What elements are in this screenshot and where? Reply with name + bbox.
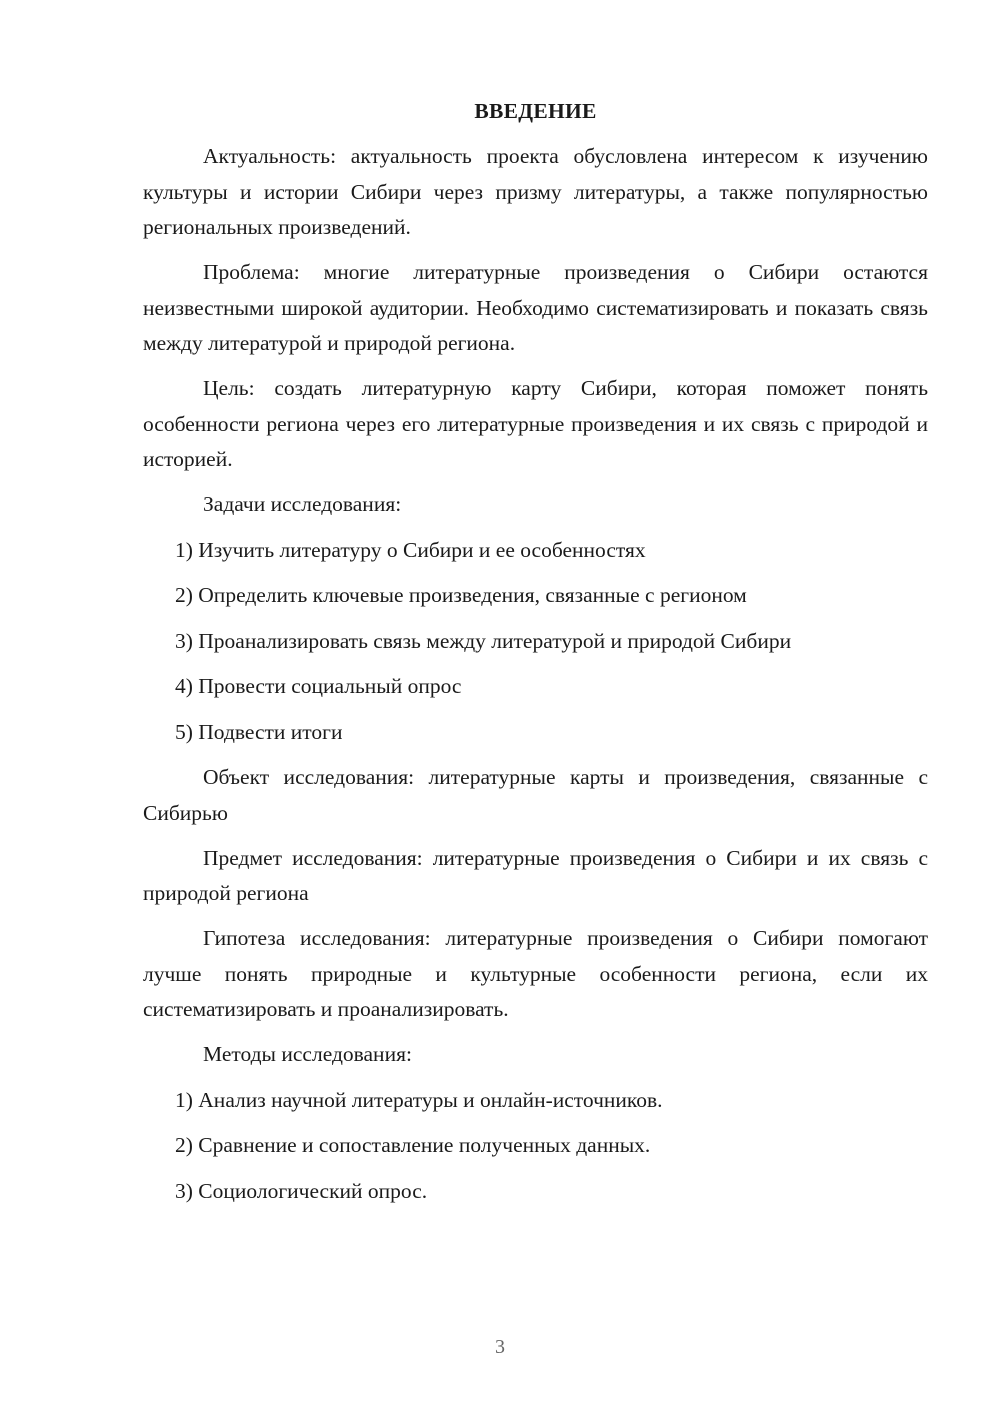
section-title: ВВЕДЕНИЕ — [474, 99, 597, 123]
document-page — [143, 95, 928, 1219]
methods-heading: Методы исследования: — [203, 1042, 412, 1066]
list-item: 3) Проанализировать связь между литературой и природой Сибири — [175, 628, 792, 653]
list-item: 2) Сравнение и сопоставление полученных данных. — [175, 1133, 651, 1157]
goal-paragraph: Цель: создать литературную карту Сибири, которая поможет понять особенности региона через его литературные произведения и их связь с природой и историей. — [143, 376, 928, 471]
hypothesis-paragraph: Гипотеза исследования: литературные произведения о Сибири помогают лучше понять природные и культурные особенности региона, если их систематизировать и проанализировать. — [143, 926, 928, 1021]
problem-paragraph: Проблема: многие литературные произведения о Сибири остаются неизвестными широкой аудитории. Необходимо систематизировать и показать связь между литературой и природой региона. — [143, 260, 928, 355]
tasks-heading: Задачи исследования: — [203, 492, 402, 516]
list-item: 5) Подвести итоги — [175, 719, 343, 744]
methods-list — [143, 1083, 928, 1210]
page-number: 3 — [495, 1336, 505, 1358]
object-paragraph: Объект исследования: литературные карты и произведения, связанные с Сибирью — [143, 765, 928, 825]
tasks-list — [143, 533, 928, 751]
list-item: 1) Анализ научной литературы и онлайн-источников. — [175, 1087, 663, 1112]
relevance-paragraph: Актуальность: актуальность проекта обусловлена интересом к изучению культуры и истории Сибири через призму литературы, а также популярностью региональных произведений. — [143, 144, 928, 239]
list-item: 4) Провести социальный опрос — [175, 674, 462, 698]
list-item: 2) Определить ключевые произведения, связанные с регионом — [175, 583, 747, 607]
subject-paragraph: Предмет исследования: литературные произведения о Сибири и их связь с природой региона — [143, 845, 928, 905]
list-item: 3) Социологический опрос. — [175, 1178, 428, 1203]
list-item: 1) Изучить литературу о Сибири и ее особенностях — [175, 537, 646, 562]
